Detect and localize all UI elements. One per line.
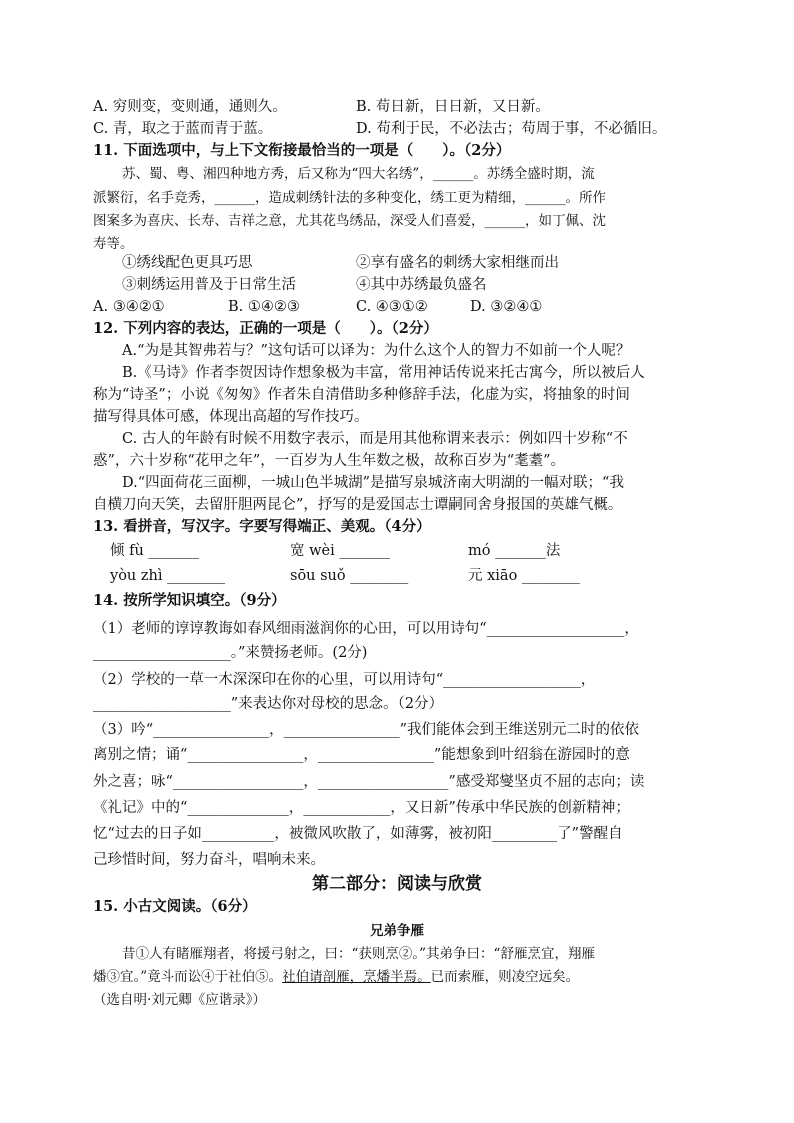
q13-blank[interactable]: 倾 fù _______ [110, 543, 200, 559]
part-two-heading: 第二部分：阅读与欣赏 [312, 874, 482, 894]
q14-stem: 14. 按所学知识填空。（9分） [93, 592, 286, 609]
q14-line[interactable]: （2）学校的一草一木深深印在你的心里，可以用诗句“___________________， [93, 672, 596, 688]
passage-title: 兄弟争雁 [370, 923, 424, 939]
q12-option-b-line: 描写得具体可感，体现出高超的写作技巧。 [93, 409, 369, 425]
passage-line: 昔①人有睹雁翔者，将援弓射之，曰：“获则烹②。”其弟争曰：“舒雁烹宜，翔雁 [122, 946, 595, 962]
q13-blank[interactable]: 宽 wèi _______ [290, 543, 391, 559]
q14-line[interactable]: ___________________。”来赞扬老师。(2分) [93, 645, 368, 661]
q14-line[interactable]: （1）老师的谆谆教诲如春风细雨滋润你的心田，可以用诗句“___________________， [93, 621, 639, 637]
q10-option-b: B. 苟日新，日日新，又日新。 [356, 99, 550, 115]
q11-sentence-4: ④其中苏绣最负盛名 [356, 277, 487, 293]
q13-blank[interactable]: sōu suǒ ________ [290, 568, 409, 584]
q11-stem: 11. 下面选项中，与上下文衔接最恰当的一项是（ ）。（2分） [93, 142, 511, 159]
q13-stem: 13. 看拼音，写汉字。字要写得端正、美观。（4分） [93, 518, 431, 535]
passage-text: 已而索雁，则凌空远矣。 [430, 969, 580, 985]
underlined-sentence: 社伯请剖雁，烹燔半焉。 [282, 969, 431, 985]
q11-option-a: A. ③④②① [93, 299, 165, 315]
q13-blank[interactable]: mó _______法 [468, 543, 561, 559]
q12-option-b-line: B.《马诗》作者李贺因诗作想象极为丰富，常用神话传说来托古寓今，所以被后人 [122, 365, 645, 381]
q11-passage-line: 派繁衍，名手竞秀，______，造成刺绣针法的多种变化，绣工更为精细，______。所作 [93, 190, 606, 206]
q14-line[interactable]: 离别之情；诵“________________，________________”能想象到叶绍翁在游园时的意 [93, 747, 630, 763]
q11-option-b: B. ①④②③ [228, 299, 300, 315]
q14-line[interactable]: ___________________”来表达你对母校的思念。（2分） [93, 696, 444, 712]
q10-option-d: D. 苟利于民，不必法古；苟周于事，不必循旧。 [356, 121, 667, 137]
q11-option-c: C. ④③①② [356, 299, 428, 315]
passage-line [93, 967, 579, 987]
q14-line[interactable]: 《礼记》中的“______________，____________，又日新”传承中华民族的创新精神； [93, 800, 630, 816]
q14-line[interactable]: 外之喜；咏“__________________，__________________”感受郑燮坚贞不屈的志向；读 [93, 774, 645, 790]
q13-blank[interactable]: yòu zhì ________ [110, 568, 226, 584]
q11-sentence-3: ③刺绣运用普及于日常生活 [122, 277, 296, 293]
q12-option-d-line: D.“四面荷花三面柳，一城山色半城湖”是描写泉城济南大明湖的一幅对联；“我 [122, 475, 624, 491]
q11-sentence-2: ②享有盛名的刺绣大家相继而出 [356, 255, 559, 271]
q14-line[interactable]: （3）吟“________________，________________”我们能体会到王维送别元二时的依依 [93, 722, 640, 738]
q12-option-b-line: 称为“诗圣”；小说《匆匆》作者朱自清借助多种修辞手法，化虚为实，将抽象的时间 [93, 387, 630, 403]
q12-option-d-line: 自横刀向天笑，去留肝胆两昆仑”，抒写的是爱国志士谭嗣同舍身报国的英雄气概。 [93, 497, 623, 513]
q15-stem: 15. 小古文阅读。（6分） [93, 898, 257, 915]
q11-sentence-1: ①绣线配色更具巧思 [122, 255, 253, 271]
passage-text: 燔③宜。”竟斗而讼④于社伯⑤。 [93, 969, 283, 985]
q11-passage-line: 图案多为喜庆、长寿、吉祥之意，尤其花鸟绣品，深受人们喜爱，______，如丁佩、沈 [93, 213, 606, 229]
q12-option-c-line: 惑”，六十岁称“花甲之年”，一百岁为人生年数之极，故称百岁为“耄耋”。 [93, 453, 566, 469]
q11-option-d: D. ③②④① [470, 299, 543, 315]
q13-blank[interactable]: 元 xiāo ________ [468, 568, 580, 584]
q14-line[interactable]: 忆“过去的日子如__________，被微风吹散了，如薄雾，被初阳_________了”警醒自 [93, 826, 623, 842]
q12-option-c-line: C. 古人的年龄有时候不用数字表示，而是用其他称谓来表示：例如四十岁称“不 [122, 431, 628, 447]
q11-passage-line: 苏、蜀、粤、湘四种地方秀，后又称为“四大名绣”，______。苏绣全盛时期，流 [122, 166, 595, 182]
passage-source: （选自明·刘元卿《应谐录》） [93, 992, 267, 1008]
q12-stem: 12. 下列内容的表达，正确的一项是（ ）。（2分） [93, 320, 438, 337]
q10-option-c: C. 青，取之于蓝而青于蓝。 [93, 121, 273, 137]
q12-option-a: A.“为是其智弗若与？”这句话可以译为：为什么这个人的智力不如前一个人呢？ [122, 343, 631, 359]
q11-passage-line: 寿等。 [93, 236, 134, 252]
q10-option-a: A. 穷则变，变则通，通则久。 [93, 99, 287, 115]
q14-line: 己珍惜时间，努力奋斗，唱响未来。 [93, 852, 325, 868]
